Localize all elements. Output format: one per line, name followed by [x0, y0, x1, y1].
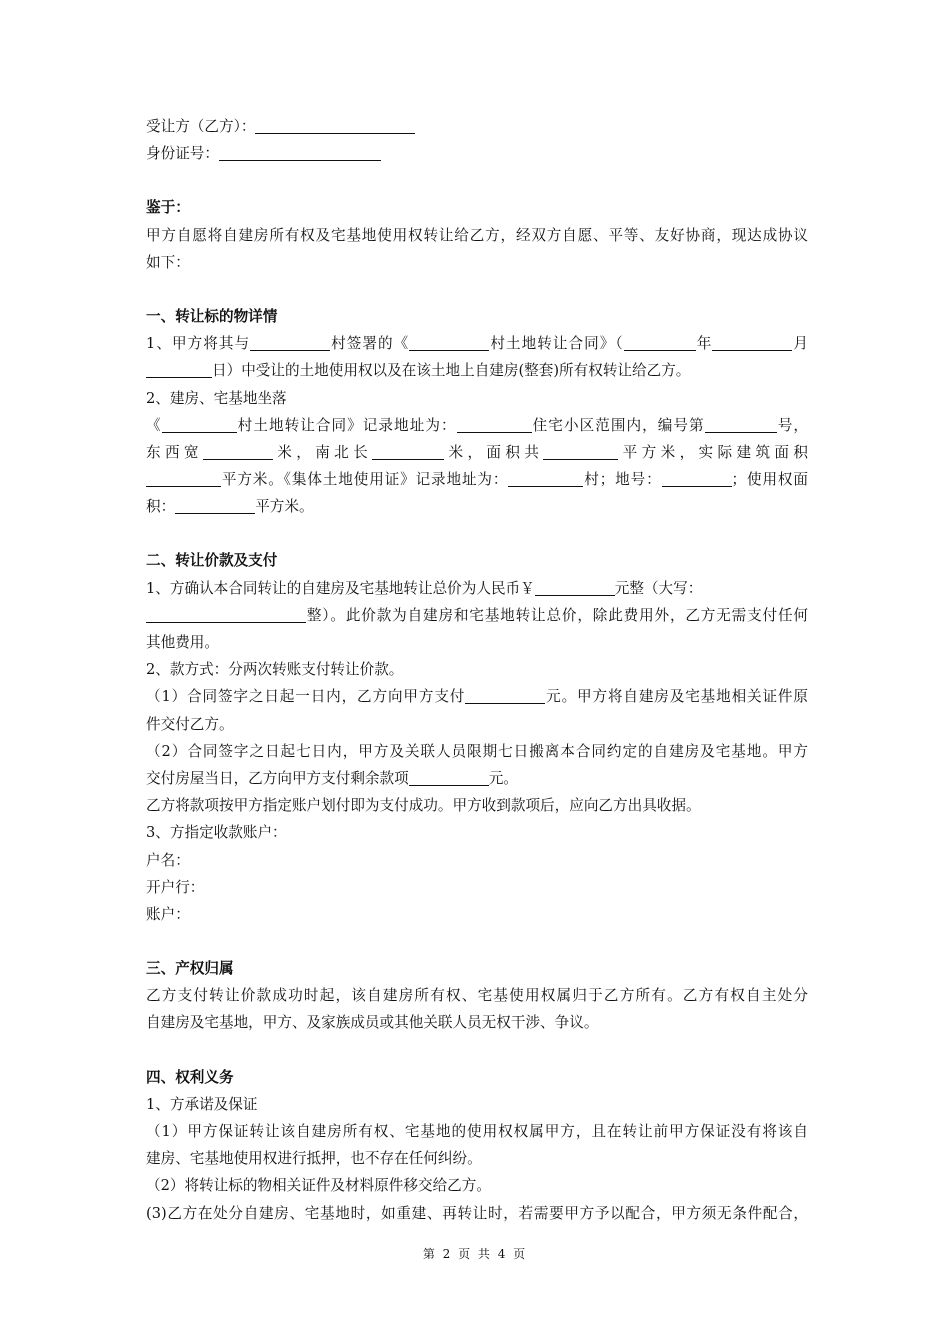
text-segment: 村土地转让合同》（ [489, 335, 624, 353]
section4-p4: (3)乙方在处分自建房、宅基地时，如重建、再转让时，若需要甲方予以配合，甲方须无条件配合， [146, 1204, 808, 1222]
section1-p1-line [146, 330, 808, 357]
section2-p2: 2、款方式：分两次转账支付转让价款。 [146, 661, 404, 679]
text-segment: 整）。此价款为自建房和宅基地转让总价，除此费用外，乙方无需支付任何 [306, 606, 808, 624]
section2-p6: 3、方指定收款账户： [146, 824, 287, 842]
text-segment: 平方米，实际建筑面积 [618, 443, 808, 461]
text-segment: 1、方确认本合同转让的自建房及宅基地转让总价为人民币￥ [146, 579, 535, 597]
text-segment: 平方米。《集体土地使用证》记录地址为： [221, 471, 509, 489]
remaining-payment-blank [409, 770, 489, 786]
text-segment: 村；地号： [583, 471, 662, 489]
section2-heading: 二、转让价款及支付 [146, 552, 278, 570]
text-segment: 号， [776, 416, 808, 434]
contract-village-blank [409, 335, 489, 351]
text-segment: 村土地转让合同》记录地址为： [236, 416, 457, 434]
section3-heading: 三、产权归属 [146, 960, 234, 978]
text-segment: 元。甲方将自建房及宅基地相关证件原 [545, 688, 808, 706]
text-segment: 交付房屋当日，乙方向甲方支付剩余款项 [146, 769, 409, 787]
id-line [146, 140, 808, 167]
section2-p1-line [146, 575, 808, 602]
transferee-line [146, 113, 808, 140]
text-segment: （1）合同签字之日起一日内，乙方向甲方支付 [146, 688, 466, 706]
width-blank [203, 444, 273, 460]
section1-p4-line [146, 439, 808, 466]
section4-p1: 1、方承诺及保证 [146, 1095, 258, 1113]
length-blank [372, 444, 444, 460]
text-segment: 1、甲方将其与 [146, 335, 251, 353]
section4-heading: 四、权利义务 [146, 1068, 234, 1086]
text-segment: 米，面积共 [444, 443, 544, 461]
bank-label: 开户行： [146, 878, 205, 896]
building-area-blank [146, 471, 221, 487]
text-segment: 元整（大写： [614, 579, 703, 597]
cert-village-blank [508, 471, 583, 487]
whereas-text-2: 如下： [146, 253, 190, 271]
whereas-text-1: 甲方自愿将自建房所有权及宅基地使用权转让给乙方，经双方自愿、平等、友好协商，现达成协议 [146, 226, 808, 244]
section3-p2: 自建房及宅基地，甲方、及家族成员或其他关联人员无权干涉、争议。 [146, 1014, 599, 1032]
number-blank [705, 417, 777, 433]
section1-p6-line [146, 493, 808, 520]
first-payment-blank [465, 688, 545, 704]
text-segment: 积： [146, 498, 176, 516]
text-segment: 东西宽 [146, 443, 203, 461]
whereas-heading: 鉴于： [146, 199, 190, 217]
account-no-label: 账户： [146, 905, 190, 923]
section2-p3-line [146, 683, 808, 710]
price-blank [535, 580, 615, 596]
section2-p4-line: （2）合同签字之日起七日内，甲方及关联人员限期七日搬离本合同约定的自建房及宅基地。甲方 [146, 742, 808, 760]
address-blank [457, 417, 532, 433]
use-area-blank [175, 498, 255, 514]
transferee-blank [255, 118, 415, 134]
account-name-label: 户名： [146, 851, 190, 869]
text-segment: 月 [792, 335, 808, 353]
text-segment: 住宅小区范围内，编号第 [531, 416, 705, 434]
contract-name-blank [162, 417, 237, 433]
section2-p1-cont [146, 602, 808, 629]
text-segment: 平方米。 [255, 498, 314, 516]
section2-p4-cont [146, 765, 808, 792]
day-blank [146, 362, 212, 378]
text-segment: ；使用权面 [731, 471, 808, 489]
text-segment: 日）中受让的土地使用权以及在该土地上自建房(整套)所有权转让给乙方。 [212, 362, 691, 380]
price-words-blank [146, 607, 306, 623]
transferee-label: 受让方（乙方）： [146, 118, 256, 135]
text-segment: 村签署的《 [330, 335, 410, 353]
village-blank [250, 335, 330, 351]
section4-p3: （2）将转让标的物相关证件及材料原件移交给乙方。 [146, 1177, 491, 1195]
month-blank [712, 335, 792, 351]
text-segment: 年 [695, 335, 713, 353]
section2-p5: 乙方将款项按甲方指定账户划付即为支付成功。甲方收到款项后，应向乙方出具收据。 [146, 797, 701, 815]
document-page [146, 112, 808, 1227]
id-label: 身份证号： [146, 145, 219, 163]
id-blank [219, 145, 381, 161]
section2-p1-end: 其他费用。 [146, 634, 219, 651]
section1-p3-line [146, 412, 808, 439]
section4-p2-line: （1）甲方保证转让该自建房所有权、宅基地的使用权权属甲方，且在转让前甲方保证没有将该自 [146, 1123, 808, 1140]
lot-number-blank [662, 471, 732, 487]
section1-p5-line [146, 466, 808, 493]
section3-p1: 乙方支付转让价款成功时起，该自建房所有权、宅基使用权属归于乙方所有。乙方有权自主处分 [146, 987, 808, 1005]
section4-p2-cont: 建房、宅基地使用权进行抵押，也不存在任何纠纷。 [146, 1150, 482, 1168]
text-segment: 元。 [488, 769, 518, 787]
text-segment: 《 [146, 416, 162, 434]
section1-heading: 一、转让标的物详情 [146, 307, 278, 325]
year-blank [624, 335, 696, 351]
text-segment: 米，南北长 [272, 443, 373, 461]
section1-p1-cont [146, 357, 808, 384]
section1-p2: 2、建房、宅基地坐落 [146, 389, 287, 407]
page-footer: 第 2 页 共 4 页 [422, 1247, 528, 1261]
section2-p3-cont: 件交付乙方。 [146, 715, 234, 733]
area-blank [543, 444, 618, 460]
